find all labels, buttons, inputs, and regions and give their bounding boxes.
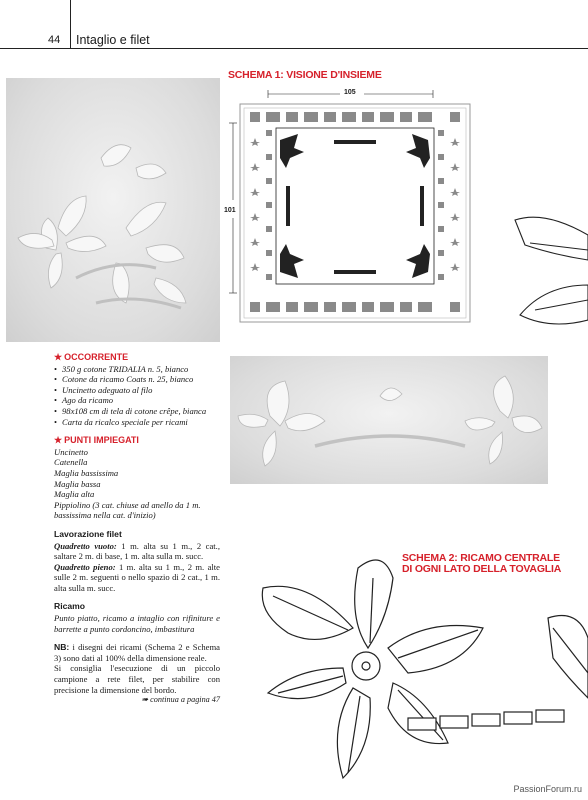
continue-note [54, 695, 220, 706]
schema2-diagram [248, 548, 588, 788]
quadretto-vuoto-paragraph [54, 541, 220, 562]
stitches-list [54, 447, 220, 521]
schema2-title-line2: DI OGNI LATO DELLA TOVAGLIA [402, 563, 562, 575]
watermark: PassionForum.ru [513, 784, 582, 794]
star-icon: ★ [54, 352, 63, 362]
quadretto-vuoto-label: Quadretto vuoto: [54, 540, 117, 551]
list-item: • Ago da ricamo [54, 395, 220, 406]
header-divider-vertical [70, 0, 71, 48]
list-item: Pippiolino (3 cat. chiuse ad anello da 1 m. bassissima nella cat. d'inizio) [54, 499, 201, 521]
materials-section [54, 352, 220, 706]
quadretto-pieno-paragraph [54, 562, 220, 594]
ricamo-text: Punto piatto, ricamo a intaglio con rifiniture e barrette a punto cordoncino, imbastitura [54, 613, 220, 634]
embroidery-photo-strip [230, 356, 548, 484]
nb-label: NB: [54, 642, 70, 653]
quadretto-vuoto-text: 1 m. alta su 1 m., 2 cat., saltare 2 m. di base, 1 m. alta sulla m. succ. [54, 540, 220, 562]
punti-heading-text: PUNTI IMPIEGATI [64, 435, 139, 446]
ricamo-heading: Ricamo [54, 601, 86, 612]
schema1-height-label: 101 [224, 207, 236, 214]
list-item: Maglia alta [54, 489, 95, 500]
list-item: • 98x108 cm di tela di cotone crêpe, bianca [54, 406, 220, 417]
advice-paragraph: Si consiglia l'esecuzione di un piccolo campione a rete filet, per stabilire con precisione la dimensione del bordo. [54, 663, 220, 695]
header-divider-horizontal [0, 48, 588, 49]
star-icon: ★ [54, 435, 63, 446]
page-number: 44 [48, 34, 61, 46]
list-item: • Uncinetto adeguato al filo [54, 385, 220, 396]
list-item: • Cotone da ricamo Coats n. 25, bianco [54, 374, 220, 385]
section-title: Intaglio e filet [76, 33, 150, 47]
occorrente-heading-text: OCCORRENTE [64, 352, 129, 362]
nb-paragraph [54, 642, 220, 663]
list-item: • 350 g cotone TRIDALIA n. 5, bianco [54, 364, 220, 375]
lavorazione-heading: Lavorazione filet [54, 528, 122, 539]
list-item: Maglia bassissima [54, 467, 119, 478]
schema1-diagram [228, 88, 478, 326]
leaf-pattern-edge [505, 205, 588, 345]
list-item: Uncinetto [54, 446, 88, 457]
list-item: Maglia bassa [54, 478, 101, 489]
quadretto-pieno-text: 1 m. alta su 1 m., 2 m. alte sulle 2 m. seguenti o nello spazio di 2 cat., 1 m. alta sulla m. succ. [54, 561, 220, 593]
continue-text: continua a pagina 47 [150, 695, 220, 705]
list-item: • Carta da ricalco speciale per ricami [54, 417, 220, 428]
schema1-width-label: 105 [344, 89, 356, 96]
embroidery-photo-corner [6, 78, 220, 342]
nb-text: i disegni dei ricami (Schema 2 e Schema 3) sono dati al 100% della dimensione reale. [54, 642, 220, 663]
quadretto-pieno-label: Quadretto pieno: [54, 561, 116, 572]
schema2-title-line1: SCHEMA 2: RICAMO CENTRALE [402, 552, 560, 564]
occorrente-heading [54, 352, 220, 363]
punti-heading [54, 435, 220, 446]
materials-list [54, 364, 220, 428]
list-item: Catenella [54, 457, 88, 468]
schema1-title: SCHEMA 1: VISIONE D'INSIEME [228, 69, 382, 81]
arrow-right-icon: ➠ [141, 695, 151, 705]
